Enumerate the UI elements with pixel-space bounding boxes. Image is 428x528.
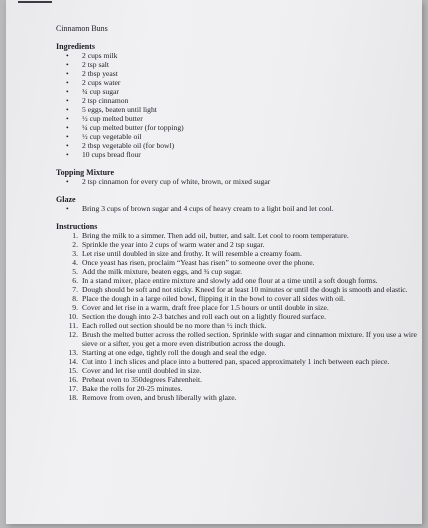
instruction-step (56, 231, 418, 240)
step-text: Starting at one edge, tightly roll the dough and seal the edge. (82, 348, 267, 357)
step-text: Cover and let rise until doubled in size. (82, 366, 202, 375)
step-text: Place the dough in a large oiled bowl, flipping it in the bowl to cover all sides with oil. (82, 294, 346, 303)
list-item: • ½ cup vegetable oil (56, 132, 418, 141)
step-text: Section the dough into 2-3 batches and roll each out on a lightly floured surface. (82, 312, 326, 321)
step-number: 3. (72, 249, 78, 258)
instruction-step (56, 267, 418, 276)
instruction-step (56, 348, 418, 357)
step-number: 17. (68, 384, 78, 393)
ingredients-heading: Ingredients (56, 42, 95, 51)
step-number: 2. (72, 240, 78, 249)
step-text: Sprinkle the year into 2 cups of warm water and 2 tsp sugar. (82, 240, 265, 249)
step-text: Brush the melted butter across the rolled section. Sprinkle with sugar and cinnamon mixture. If you use a wire sieve or a sifter, you get a more even distribution across the dough. (82, 330, 417, 348)
instruction-step (56, 294, 418, 303)
list-item: • 5 eggs, beaten until light (56, 105, 418, 114)
list-item: • 2 tsp cinnamon for every cup of white, brown, or mixed sugar (56, 177, 418, 186)
list-item: • 2 cups milk (56, 51, 418, 60)
instruction-step (56, 303, 418, 312)
list-item: • 2 tsp cinnamon (56, 96, 418, 105)
recipe-page (6, 0, 422, 524)
instruction-step (56, 366, 418, 375)
ingredients-list (56, 51, 418, 159)
top-rule-line (18, 1, 52, 3)
topping-list (56, 177, 418, 186)
step-number: 8. (72, 294, 78, 303)
step-text: Each rolled out section should be no more than ½ inch thick. (82, 321, 267, 330)
list-item: • ½ cup melted butter (56, 114, 418, 123)
step-text: Add the milk mixture, beaten eggs, and ¾ cup sugar. (82, 267, 243, 276)
recipe-title: Cinnamon Buns (56, 24, 108, 33)
list-item: • 2 tbsp yeast (56, 69, 418, 78)
glaze-list (56, 204, 418, 213)
instruction-step (56, 258, 418, 267)
step-number: 4. (72, 258, 78, 267)
step-text: Dough should be soft and not sticky. Kneed for at least 10 minutes or until the dough is smooth and elastic. (82, 285, 408, 294)
step-text: In a stand mixer, place entire mixture and slowly add one flour at a time until a soft dough forms. (82, 276, 378, 285)
step-number: 13. (68, 348, 78, 357)
step-number: 14. (68, 357, 78, 366)
list-item: • 2 cups water (56, 78, 418, 87)
step-text: Bake the rolls for 20-25 minutes. (82, 384, 183, 393)
step-number: 10. (68, 312, 78, 321)
step-number: 16. (68, 375, 78, 384)
list-item: • ¼ cup melted butter (for topping) (56, 123, 418, 132)
topping-heading: Topping Mixture (56, 168, 115, 177)
instruction-step (56, 384, 418, 393)
step-number: 9. (72, 303, 78, 312)
step-text: Preheat oven to 350degrees Fahrenheit. (82, 375, 202, 384)
instruction-step (56, 285, 418, 294)
instruction-step (56, 393, 418, 402)
step-text: Remove from oven, and brush liberally with glaze. (82, 393, 237, 402)
step-number: 7. (72, 285, 78, 294)
instructions-heading: Instructions (56, 222, 98, 231)
instruction-step (56, 249, 418, 258)
list-item: • 2 tbsp vegetable oil (for bowl) (56, 141, 418, 150)
list-item: • ¾ cup sugar (56, 87, 418, 96)
recipe-document (56, 24, 418, 402)
instruction-step (56, 312, 418, 321)
step-number: 1. (72, 231, 78, 240)
step-text: Bring the milk to a simmer. Then add oil, butter, and salt. Let cool to room temperature. (82, 231, 349, 240)
instructions-list (56, 231, 418, 402)
step-text: Cover and let rise in a warm, draft free place for 1.5 hours or until double in size. (82, 303, 329, 312)
step-number: 12. (68, 330, 78, 339)
instruction-step (56, 276, 418, 285)
glaze-heading: Glaze (56, 195, 76, 204)
step-number: 18. (68, 393, 78, 402)
list-item: • 10 cups bread flour (56, 150, 418, 159)
step-number: 15. (68, 366, 78, 375)
step-text: Cut into 1 inch slices and place into a buttered pan, spaced approximately 1 inch between each piece. (82, 357, 390, 366)
step-text: Let rise until doubled in size and frothy. It will resemble a creamy foam. (82, 249, 302, 258)
instruction-step (56, 321, 418, 330)
step-number: 6. (72, 276, 78, 285)
instruction-step (56, 375, 418, 384)
step-number: 11. (68, 321, 78, 330)
list-item: • Bring 3 cups of brown sugar and 4 cups of heavy cream to a light boil and let cool. (56, 204, 418, 213)
instruction-step (56, 330, 418, 348)
step-number: 5. (72, 267, 78, 276)
step-text: Once yeast has risen, proclaim “Yeast has risen” to someone over the phone. (82, 258, 315, 267)
instruction-step (56, 240, 418, 249)
instruction-step (56, 357, 418, 366)
list-item: • 2 tsp salt (56, 60, 418, 69)
